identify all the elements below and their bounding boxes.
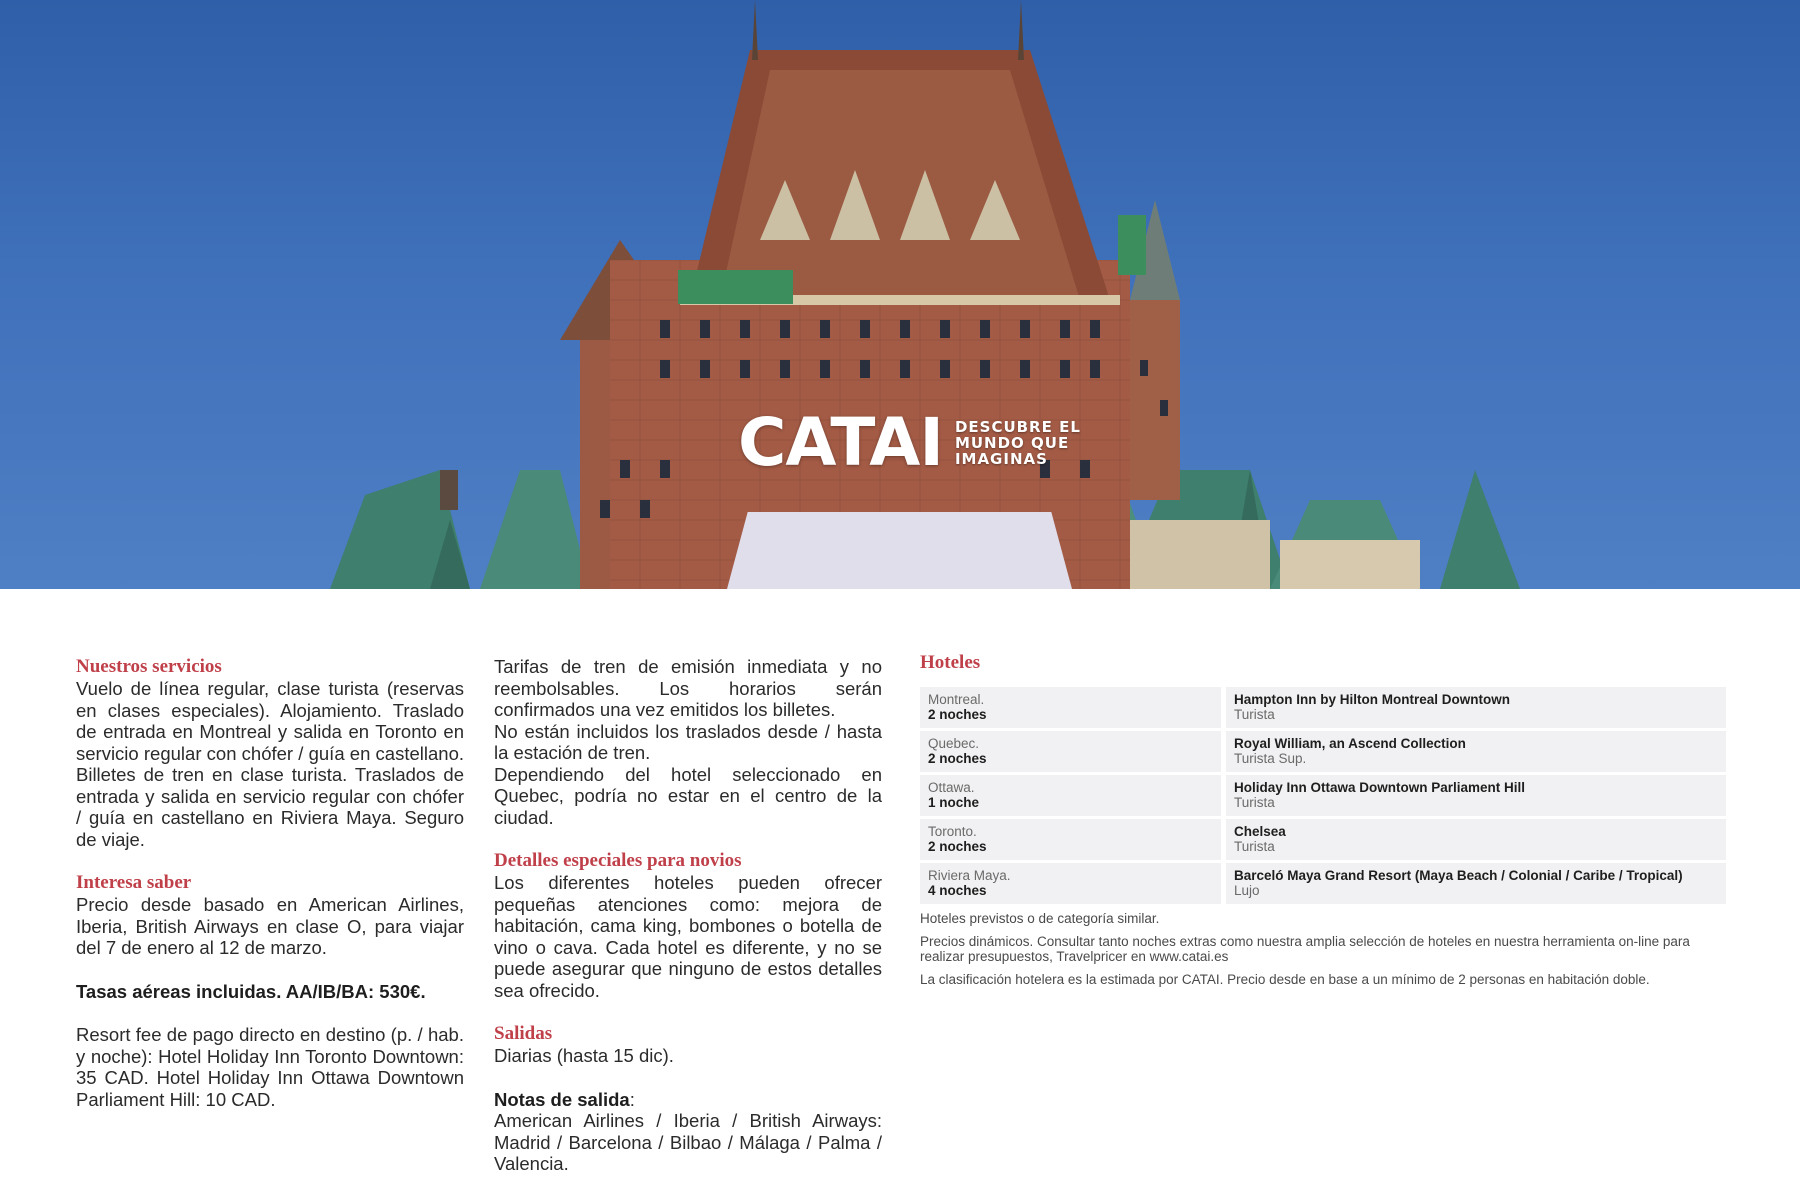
- novios-text: Los diferentes hoteles pueden ofrecer pequeñas atenciones como: mejora de habitación, cama king, bombones o botella de vino o cava. Cada hotel es diferente, y no se puede asegurar que ninguno de estos detalles sea ofrecido.: [494, 872, 882, 1001]
- nights-count: 2 noches: [928, 751, 987, 766]
- brand-tab-decoration: [727, 512, 1072, 589]
- table-row: [920, 731, 1726, 772]
- city-name: Ottawa.: [928, 780, 975, 795]
- brand-name: CATAI: [738, 404, 943, 481]
- hotel-category: Turista: [1234, 839, 1275, 854]
- notas-colon: :: [629, 1088, 635, 1110]
- resort-fee-text: Resort fee de pago directo en destino (p. / hab. y noche): Hotel Holiday Inn Toronto Downtown: 35 CAD. Hotel Holiday Inn Ottawa Downtown Parliament Hill: 10 CAD.: [76, 1024, 464, 1110]
- salidas-text: Diarias (hasta 15 dic).: [494, 1045, 674, 1066]
- hotels-note: La clasificación hotelera es la estimada por CATAI. Precio desde en base a un mínimo de 2 personas en habitación doble.: [920, 971, 1650, 987]
- city-cell: [920, 819, 1226, 860]
- hotel-cell: [1226, 863, 1726, 904]
- salidas-heading: Salidas: [494, 1023, 553, 1044]
- hotel-category: Turista: [1234, 795, 1275, 810]
- notas-label: Notas de salida: [494, 1088, 630, 1110]
- hotel-name: Holiday Inn Ottawa Downtown Parliament Hill: [1234, 780, 1526, 795]
- hotel-location-text: Dependiendo del hotel seleccionado en Quebec, podría no estar en el centro de la ciudad.: [494, 763, 882, 828]
- table-row: [920, 863, 1726, 904]
- hotel-name: Barceló Maya Grand Resort (Maya Beach / Colonial / Caribe / Tropical): [1234, 868, 1683, 883]
- nights-count: 2 noches: [928, 707, 987, 722]
- novios-heading: Detalles especiales para novios: [494, 850, 742, 871]
- traslados-text: No están incluidos los traslados desde / hasta la estación de tren.: [494, 720, 882, 763]
- city-cell: [920, 731, 1226, 772]
- table-row: [920, 819, 1726, 860]
- hotel-cell: [1226, 731, 1726, 772]
- tasas-text: Tasas aéreas incluidas. AA/IB/BA: 530€.: [76, 980, 426, 1002]
- city-cell: [920, 775, 1226, 816]
- hotels-heading: Hoteles: [920, 652, 981, 673]
- city-name: Toronto.: [928, 824, 977, 839]
- city-cell: [920, 863, 1226, 904]
- chateau-frontenac-photo: [0, 0, 1800, 589]
- hotel-category: Lujo: [1234, 883, 1260, 898]
- nights-count: 4 noches: [928, 883, 987, 898]
- nights-count: 1 noche: [928, 795, 980, 810]
- catai-logo: [738, 404, 1085, 481]
- interesa-heading: Interesa saber: [76, 872, 192, 893]
- tarifas-text: Tarifas de tren de emisión inmediata y no reembolsables. Los horarios serán confirmados una vez emitidos los billetes.: [494, 656, 882, 720]
- hotel-name: Royal William, an Ascend Collection: [1234, 736, 1466, 751]
- brand-tagline: DESCUBRE EL MUNDO QUE IMAGINAS: [954, 418, 1081, 468]
- table-row: [920, 775, 1726, 816]
- hotels-section: [920, 652, 1726, 987]
- city-cell: [920, 687, 1226, 728]
- interesa-text: Precio desde basado en American Airlines, Iberia, British Airways en clase O, para viajar del 7 de enero al 12 de marzo.: [76, 894, 464, 958]
- notas-text: American Airlines / Iberia / British Airways: Madrid / Barcelona / Bilbao / Málaga / Palma / Valencia.: [494, 1110, 882, 1174]
- hotel-category: Turista Sup.: [1234, 751, 1307, 766]
- city-name: Montreal.: [928, 692, 985, 707]
- hotel-cell: [1226, 687, 1726, 728]
- hotel-cell: [1226, 775, 1726, 816]
- column-services: [76, 656, 464, 1110]
- city-name: Quebec.: [928, 736, 980, 751]
- hotel-category: Turista: [1234, 707, 1275, 722]
- nights-count: 2 noches: [928, 839, 987, 854]
- hero-banner: [0, 0, 1800, 589]
- hotels-table: [920, 684, 1726, 907]
- column-details: [494, 656, 882, 1175]
- servicios-text: Vuelo de línea regular, clase turista (reservas en clases especiales). Alojamiento. Traslado de entrada en Montreal y salida en Toronto en servicio regular con chófer / guía en castellano. Billetes de tren en clase turista. Traslados de entrada y salida en servicio regular con chófer / guía en castellano en Riviera Maya. Seguro de viaje.: [76, 678, 464, 850]
- servicios-heading: Nuestros servicios: [76, 656, 222, 677]
- hotel-name: Hampton Inn by Hilton Montreal Downtown: [1234, 692, 1510, 707]
- hotels-note: Precios dinámicos. Consultar tanto noches extras como nuestra amplia selección de hoteles en nuestra herramienta on-line para realizar presupuestos, Travelpricer en www.catai.es: [920, 933, 1690, 964]
- city-name: Riviera Maya.: [928, 868, 1011, 883]
- notas-heading: [494, 1089, 882, 1111]
- hotels-note: Hoteles previstos o de categoría similar.: [920, 911, 1160, 926]
- table-row: [920, 687, 1726, 728]
- hotel-name: Chelsea: [1234, 824, 1286, 839]
- hotel-cell: [1226, 819, 1726, 860]
